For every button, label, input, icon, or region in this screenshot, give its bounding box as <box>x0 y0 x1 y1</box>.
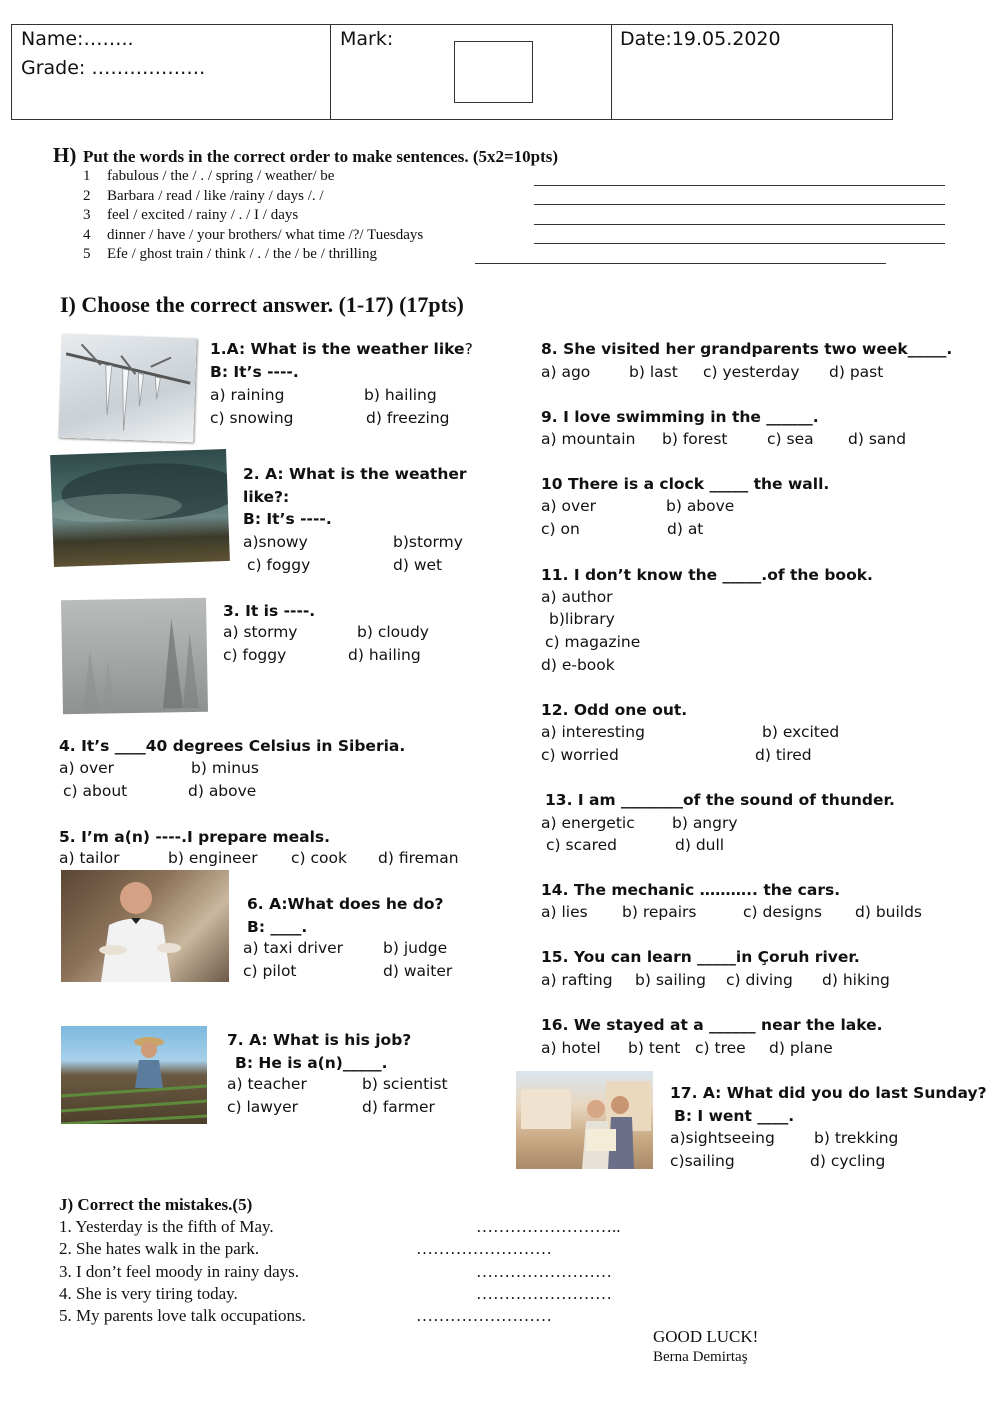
q1-answer-prompt: B: It’s ----. <box>210 362 299 381</box>
q2-question-cont: like?: <box>243 487 290 506</box>
q14-question: 14. The mechanic ……….. the cars. <box>541 881 841 899</box>
mark-box[interactable] <box>454 41 533 103</box>
q17-option-b[interactable]: b) trekking <box>814 1129 899 1147</box>
j-answer-dots[interactable]: …………………….. <box>476 1217 621 1236</box>
storm-cloud-icon <box>50 449 230 567</box>
q16-option-d[interactable]: d) plane <box>769 1039 833 1057</box>
h-item-text: feel / excited / rainy / . / I / days <box>107 207 299 223</box>
q4-option-b[interactable]: b) minus <box>191 759 259 777</box>
q9-option-c[interactable]: c) sea <box>767 430 814 448</box>
q5-question: 5. I’m a(n) ----.I prepare meals. <box>59 828 331 846</box>
q3-question: 3. It is ----. <box>223 602 316 620</box>
q10-option-c[interactable]: c) on <box>541 520 580 538</box>
q6-option-c[interactable]: c) pilot <box>243 962 297 980</box>
q1-option-c[interactable]: c) snowing <box>210 409 294 427</box>
q2-option-b[interactable]: b)stormy <box>393 533 463 551</box>
q6-answer-prompt: B: ____. <box>247 917 308 936</box>
q7-option-a[interactable]: a) teacher <box>227 1075 307 1093</box>
q12-option-a[interactable]: a) interesting <box>541 723 645 741</box>
q2-option-d[interactable]: d) wet <box>393 556 443 574</box>
q5-option-c[interactable]: c) cook <box>291 849 347 867</box>
j-item: 5. My parents love talk occupations. <box>59 1306 306 1325</box>
q16-option-a[interactable]: a) hotel <box>541 1039 601 1057</box>
q5-option-d[interactable]: d) fireman <box>378 849 459 867</box>
fog-photo <box>61 598 208 715</box>
q4-option-c[interactable]: c) about <box>63 782 128 800</box>
h-item-num: 3 <box>83 207 91 223</box>
q17-option-d[interactable]: d) cycling <box>810 1152 886 1170</box>
header-table <box>11 24 893 120</box>
q12-option-b[interactable]: b) excited <box>762 723 840 741</box>
q7-answer-prompt: B: He is a(n)_____. <box>235 1053 388 1072</box>
q14-option-a[interactable]: a) lies <box>541 903 588 921</box>
question-15 <box>541 946 860 969</box>
answer-line[interactable] <box>534 224 945 225</box>
q2-option-a[interactable]: a)snowy <box>243 533 308 551</box>
q7-option-c[interactable]: c) lawyer <box>227 1098 299 1116</box>
h-item-num: 5 <box>83 246 91 262</box>
question-2 <box>243 463 467 531</box>
waiter-icon <box>61 870 229 982</box>
section-i-title: I) Choose the correct answer. (1-17) (17pts) <box>60 292 464 317</box>
q15-option-c[interactable]: c) diving <box>726 971 793 989</box>
q15-option-b[interactable]: b) sailing <box>635 971 706 989</box>
q17-answer-prompt: B: I went ____. <box>674 1106 795 1125</box>
tourists-photo <box>516 1071 653 1169</box>
name-grade-cell <box>12 25 331 119</box>
q8-option-c[interactable]: c) yesterday <box>703 363 800 381</box>
author-name: Berna Demirtaş <box>653 1349 748 1365</box>
q3-option-b[interactable]: b) cloudy <box>357 623 429 641</box>
q2-question: 2. A: What is the weather <box>243 465 467 483</box>
storm-photo <box>50 449 230 567</box>
j-answer-dots[interactable]: …………………… <box>476 1284 612 1303</box>
q2-option-c[interactable]: c) foggy <box>247 556 311 574</box>
q12-option-d[interactable]: d) tired <box>755 746 812 764</box>
q5-option-b[interactable]: b) engineer <box>168 849 258 867</box>
q13-option-c[interactable]: c) scared <box>546 836 617 854</box>
q4-option-d[interactable]: d) above <box>188 782 257 800</box>
q7-option-d[interactable]: d) farmer <box>362 1098 435 1116</box>
q9-option-a[interactable]: a) mountain <box>541 430 636 448</box>
q16-question: 16. We stayed at a ______ near the lake. <box>541 1016 883 1034</box>
q11-option-d[interactable]: d) e-book <box>541 656 615 674</box>
q1-question: 1.A: What is the weather like <box>210 340 465 358</box>
j-item: 4. She is very tiring today. <box>59 1284 238 1303</box>
section-h-title: Put the words in the correct order to make sentences. (5x2=10pts) <box>83 147 559 166</box>
j-item: 3. I don’t feel moody in rainy days. <box>59 1262 300 1281</box>
name-label: Name:…….. <box>21 28 134 50</box>
q9-question: 9. I love swimming in the ______. <box>541 408 819 426</box>
q2-answer-prompt: B: It’s ----. <box>243 510 332 529</box>
q16-option-b[interactable]: b) tent <box>628 1039 681 1057</box>
q10-option-d[interactable]: d) at <box>667 520 704 538</box>
answer-line[interactable] <box>475 263 886 264</box>
h-item-num: 2 <box>83 188 91 204</box>
q4-question: 4. It’s ____40 degrees Celsius in Siberia. <box>59 737 406 755</box>
q17-option-a[interactable]: a)sightseeing <box>670 1129 775 1147</box>
q4-option-a[interactable]: a) over <box>59 759 115 777</box>
q7-option-b[interactable]: b) scientist <box>362 1075 448 1093</box>
q7-question: 7. A: What is his job? <box>227 1031 412 1049</box>
h-item-num: 1 <box>83 168 91 184</box>
q1-option-d[interactable]: d) freezing <box>366 409 450 427</box>
h-item-num: 4 <box>83 227 91 243</box>
waiter-photo <box>61 870 229 982</box>
q15-question: . You can learn _____in Çoruh river. <box>562 948 860 966</box>
h-item-text: Barbara / read / like /rainy / days /. / <box>107 188 324 204</box>
j-answer-dots[interactable]: …………………… <box>416 1306 552 1325</box>
q9-option-d[interactable]: d) sand <box>848 430 907 448</box>
foggy-trees-icon <box>61 598 208 715</box>
q15-option-a[interactable]: a) rafting <box>541 971 613 989</box>
icicle-icon <box>58 334 197 443</box>
j-answer-dots[interactable]: …………………… <box>416 1239 552 1258</box>
q14-option-c[interactable]: c) designs <box>743 903 822 921</box>
q11-question: 11. I don’t know the _____.of the book. <box>541 566 873 584</box>
date-label: Date:19.05.2020 <box>620 28 781 50</box>
q6-option-a[interactable]: a) taxi driver <box>243 939 344 957</box>
question-1 <box>210 338 473 383</box>
q15-option-d[interactable]: d) hiking <box>822 971 890 989</box>
h-item-text: fabulous / the / . / spring / weather/ be <box>107 168 335 184</box>
q14-option-b[interactable]: b) repairs <box>622 903 697 921</box>
q3-option-d[interactable]: d) hailing <box>348 646 421 664</box>
q16-option-c[interactable]: c) tree <box>695 1039 746 1057</box>
answer-line[interactable] <box>534 243 945 244</box>
q11-option-c[interactable]: c) magazine <box>545 633 641 651</box>
q10-question: 10 There is a clock _____ the wall. <box>541 475 830 493</box>
question-6 <box>247 893 444 938</box>
grade-label: Grade: ……………… <box>21 57 206 79</box>
h-item-text: Efe / ghost train / think / . / the / be / thrilling <box>107 246 377 262</box>
h-item-text: dinner / have / your brothers/ what time /?/ Tuesdays <box>107 227 424 243</box>
farmer-photo <box>61 1026 207 1124</box>
q1-option-a[interactable]: a) raining <box>210 386 285 404</box>
q6-question: 6. A:What does he do? <box>247 895 444 913</box>
farmer-icon <box>61 1026 207 1124</box>
q17-option-c[interactable]: c)sailing <box>670 1152 735 1170</box>
q13-option-a[interactable]: a) energetic <box>541 814 635 832</box>
answer-line[interactable] <box>534 185 945 186</box>
q12-option-c[interactable]: c) worried <box>541 746 619 764</box>
q17-question: 17. A: What did you do last Sunday? <box>670 1084 987 1102</box>
q12-question: 12. Odd one out. <box>541 701 688 719</box>
q3-option-a[interactable]: a) stormy <box>223 623 298 641</box>
answer-line[interactable] <box>534 204 945 205</box>
q8-option-a[interactable]: a) ago <box>541 363 591 381</box>
q8-option-b[interactable]: b) last <box>629 363 678 381</box>
q8-option-d[interactable]: d) past <box>829 363 884 381</box>
q13-option-b[interactable]: b) angry <box>672 814 738 832</box>
j-answer-dots[interactable]: …………………… <box>476 1262 612 1281</box>
q9-option-b[interactable]: b) forest <box>662 430 728 448</box>
j-item: 1. Yesterday is the fifth of May. <box>59 1217 274 1236</box>
good-luck: GOOD LUCK! <box>653 1327 759 1346</box>
q13-question: 13. I am ________of the sound of thunder. <box>545 791 895 809</box>
mark-label: Mark: <box>340 28 394 50</box>
sightseeing-icon <box>516 1071 653 1169</box>
icicle-photo <box>58 334 197 443</box>
j-item: 2. She hates walk in the park. <box>59 1239 260 1258</box>
section-j-title: J) Correct the mistakes.(5) <box>59 1195 253 1214</box>
q1-option-b[interactable]: b) hailing <box>364 386 437 404</box>
question-7 <box>227 1029 411 1074</box>
q5-option-a[interactable]: a) tailor <box>59 849 120 867</box>
q6-option-d[interactable]: d) waiter <box>383 962 453 980</box>
question-17 <box>670 1082 987 1127</box>
q3-option-c[interactable]: c) foggy <box>223 646 287 664</box>
section-h-letter: H) <box>53 143 77 167</box>
q15-number: 15 <box>541 948 563 966</box>
q11-option-b[interactable]: b)library <box>549 610 615 628</box>
q14-option-d[interactable]: d) builds <box>855 903 923 921</box>
q1-question-mark: ? <box>464 340 473 358</box>
q11-option-a[interactable]: a) author <box>541 588 613 606</box>
q13-option-d[interactable]: d) dull <box>675 836 725 854</box>
q6-option-b[interactable]: b) judge <box>383 939 448 957</box>
q10-option-b[interactable]: b) above <box>666 497 735 515</box>
q8-question: 8. She visited her grandparents two week_____. <box>541 340 953 358</box>
q10-option-a[interactable]: a) over <box>541 497 597 515</box>
